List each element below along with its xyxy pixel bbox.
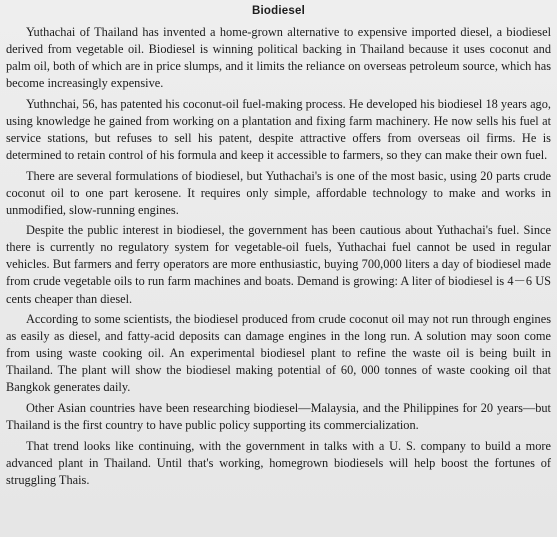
paragraph: Yuthnchai, 56, has patented his coconut-oil fuel-making process. He developed his biodiesel 18 years ago, using knowledge he gained from working on a plantation and fixing farm machinery. He now sells his fuel at service stations, but refuses to sell his patent, despite attractive offers from overseas oil firms. He is determined to retain control of his formula and keep it accessible to farmers, so they can make their own fuel. <box>6 96 551 163</box>
document-body <box>6 24 551 489</box>
document-title: Biodiesel <box>252 5 305 17</box>
paragraph: Other Asian countries have been researching biodiesel—Malaysia, and the Philippines for 20 years—but Thailand is the first country to have public policy supporting its commercialization. <box>6 400 551 433</box>
paragraph: There are several formulations of biodiesel, but Yuthachai's is one of the most basic, using 20 parts crude coconut oil to one part kerosene. It requires only simple, affordable technology to make and works in unmodified, slow-running engines. <box>6 168 551 217</box>
paragraph: Despite the public interest in biodiesel, the government has been cautious about Yuthachai's fuel. Since there is currently no regulatory system for vegetable-oil fuels, Yuthachai fuel cannot be used in regular vehicles. But farmers and ferry operators are more enthusiastic, buying 700,000 liters a day of biodiesel made from crude vegetable oils to run farm machines and boats. Demand is growing: A liter of biodiesel is 4－6 US cents cheaper than diesel. <box>6 223 551 306</box>
paragraph: That trend looks like continuing, with the government in talks with a U. S. company to build a more advanced plant in Thailand. Until that's working, homegrown biodiesels will help boost the fortunes of struggling Thais. <box>6 438 551 487</box>
paragraph: Yuthachai of Thailand has invented a home-grown alternative to expensive imported diesel, a biodiesel derived from vegetable oil. Biodiesel is winning political backing in Thailand because it uses coconut and palm oil, both of which are in price slumps, and it limits the reliance on overseas petroleum source, which has become increasingly expensive. <box>6 25 551 91</box>
paragraph: According to some scientists, the biodiesel produced from crude coconut oil may not run through engines as easily as diesel, and fatty-acid deposits can damage engines in the long run. A solution may soon come from using waste cooking oil. An experimental biodiesel plant to refine the waste oil is being built in Thailand. The plant will show the biodiesel making potential of 60, 000 tonnes of waste cooking oil that Bangkok generates daily. <box>6 312 551 395</box>
